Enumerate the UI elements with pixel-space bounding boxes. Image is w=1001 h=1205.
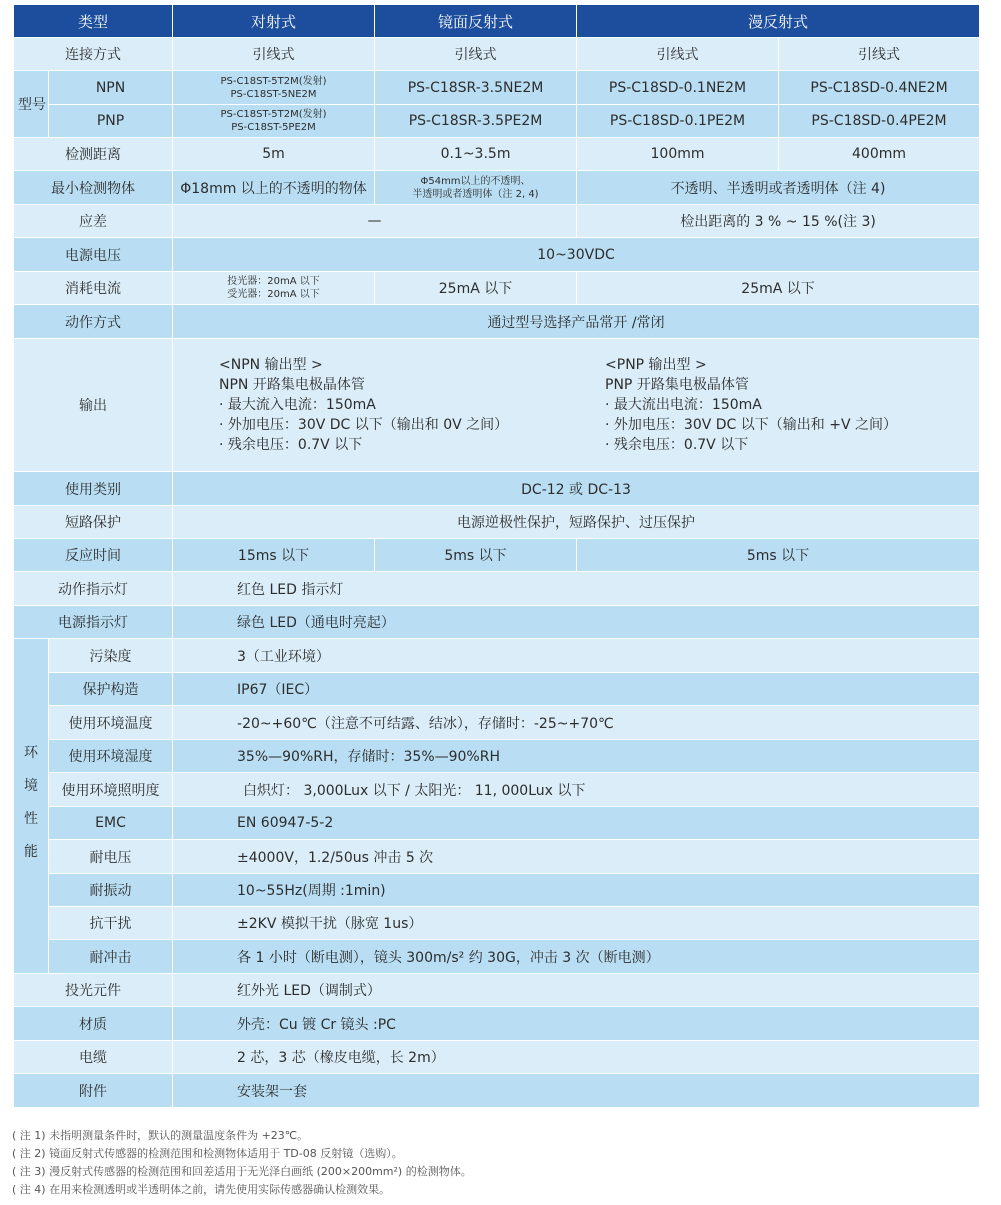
current-label: 消耗电流 [14,272,173,305]
env-label: 使用环境湿度 [49,740,173,773]
model-label: 型号 [14,71,49,138]
response-time-value: 15ms 以下 [173,539,375,572]
through-beam-header: 对射式 [173,5,375,38]
min-object-through-beam: Φ18mm 以上的不透明的物体 [173,171,375,205]
distance-value: 400mm [779,138,980,171]
short-protection-value: 电源逆极性保护，短路保护、过压保护 [173,506,980,539]
connection-row [14,38,980,71]
footnote: ( 注 1) 未指明测量条件时，默认的测量温度条件为 +23℃。 [12,1129,309,1142]
response-time-row [14,539,980,572]
connection-label: 连接方式 [14,38,173,71]
model-npn-row [14,71,980,105]
pnp-diffuse-model: PS-C18SD-0.4PE2M [779,105,980,138]
env-label: 使用环境温度 [49,706,173,740]
env-label: 抗干扰 [49,907,173,940]
power-indicator-value: 绿色 LED（通电时亮起） [173,606,980,639]
connection-value: 引线式 [375,38,577,71]
connection-value: 引线式 [779,38,980,71]
hysteresis-diffuse: 检出距离的 3 % ~ 15 %(注 3) [577,205,980,238]
env-label: 耐电压 [49,840,173,874]
env-row [14,874,980,907]
voltage-value: 10~30VDC [173,238,980,272]
npn-through-beam-model: PS-C18ST-5T2M(发射) PS-C18ST-5NE2M [173,71,375,105]
min-object-label: 最小检测物体 [14,171,173,205]
env-value: 白炽灯： 3,000Lux 以下 / 太阳光： 11, 000Lux 以下 [173,773,980,807]
accessory-row [14,1074,980,1108]
distance-value: 0.1~3.5m [375,138,577,171]
min-object-row [14,171,980,205]
diffuse-header: 漫反射式 [577,5,980,38]
env-value: 3（工业环境） [173,639,980,673]
env-value: ±4000V，1.2/50us 冲击 5 次 [173,840,980,874]
env-label: 耐振动 [49,874,173,907]
light-source-row [14,974,980,1007]
response-time-value: 5ms 以下 [375,539,577,572]
accessory-value: 安装架一套 [173,1074,980,1108]
operation-value: 通过型号选择产品常开 /常闭 [173,305,980,339]
distance-value: 5m [173,138,375,171]
footnote: ( 注 2) 镜面反射式传感器的检测范围和检测物体适用于 TD-08 反射镜（选购）。 [12,1147,403,1160]
short-protection-label: 短路保护 [14,506,173,539]
env-label: 使用环境照明度 [49,773,173,807]
current-retro: 25mA 以下 [375,272,577,305]
action-indicator-value: 红色 LED 指示灯 [173,572,980,606]
connection-value: 引线式 [577,38,779,71]
cable-row [14,1041,980,1074]
usage-category-label: 使用类别 [14,472,173,506]
pnp-through-beam-model: PS-C18ST-5T2M(发射) PS-C18ST-5PE2M [173,105,375,138]
env-row [14,907,980,940]
env-label: EMC [49,807,173,840]
spec-table [13,4,980,1108]
response-time-label: 反应时间 [14,539,173,572]
environment-group-label: 环 境 性 能 [14,639,49,974]
current-diffuse: 25mA 以下 [577,272,980,305]
short-protection-row [14,506,980,539]
output-label: 输出 [14,339,173,472]
env-label: 污染度 [49,639,173,673]
npn-diffuse-model: PS-C18SD-0.4NE2M [779,71,980,105]
output-value [173,339,980,472]
accessory-label: 附件 [14,1074,173,1108]
pnp-output-block: <PNP 输出型 > PNP 开路集电极晶体管 · 最大流出电流：150mA · 外加电压：30V DC 以下（输出和 +V 之间） · 残余电压：0.7V 以下 [605,357,897,453]
env-value: IP67（IEC） [173,673,980,706]
min-object-diffuse: 不透明、半透明或者透明体（注 4) [577,171,980,205]
cable-value: 2 芯，3 芯（橡皮电缆，长 2m） [173,1041,980,1074]
header-row [14,5,980,38]
env-value: ±2KV 模拟干扰（脉宽 1us） [173,907,980,940]
env-value: 10~55Hz(周期 :1min) [173,874,980,907]
pnp-label: PNP [49,105,173,138]
distance-value: 100mm [577,138,779,171]
env-row [14,740,980,773]
env-row [14,706,980,740]
operation-label: 动作方式 [14,305,173,339]
cable-label: 电缆 [14,1041,173,1074]
env-row [14,940,980,974]
env-row [14,840,980,874]
env-value: EN 60947-5-2 [173,807,980,840]
distance-row [14,138,980,171]
env-row [14,639,980,673]
env-row [14,807,980,840]
output-row [14,339,980,472]
env-value: 各 1 小时（断电测），镜头 300m/s² 约 30G，冲击 3 次（断电测） [173,940,980,974]
response-time-value: 5ms 以下 [577,539,980,572]
operation-row [14,305,980,339]
footnote: ( 注 3) 漫反射式传感器的检测范围和回差适用于无光泽白画纸 (200×200mm²) 的检测物体。 [12,1165,472,1178]
material-value: 外壳：Cu 镀 Cr 镜头 :PC [173,1007,980,1041]
distance-label: 检测距离 [14,138,173,171]
hysteresis-row [14,205,980,238]
env-value: -20~+60℃（注意不可结露、结冰），存储时：-25~+70℃ [173,706,980,740]
light-source-value: 红外光 LED（调制式） [173,974,980,1007]
usage-category-value: DC-12 或 DC-13 [173,472,980,506]
hysteresis-label: 应差 [14,205,173,238]
env-label: 耐冲击 [49,940,173,974]
light-source-label: 投光元件 [14,974,173,1007]
env-value: 35%—90%RH，存储时：35%—90%RH [173,740,980,773]
material-label: 材质 [14,1007,173,1041]
current-row [14,272,980,305]
power-indicator-label: 电源指示灯 [14,606,173,639]
usage-category-row [14,472,980,506]
voltage-label: 电源电压 [14,238,173,272]
current-through-beam: 投光器：20mA 以下 受光器：20mA 以下 [173,272,375,305]
model-pnp-row [14,105,980,138]
pnp-retro-model: PS-C18SR-3.5PE2M [375,105,577,138]
voltage-row [14,238,980,272]
hysteresis-tb-retro: — [173,205,577,238]
npn-label: NPN [49,71,173,105]
npn-output-block: <NPN 输出型 > NPN 开路集电极晶体管 · 最大流入电流：150mA · 外加电压：30V DC 以下（输出和 0V 之间） · 残余电压：0.7V 以下 [219,357,509,453]
env-row [14,773,980,807]
env-row [14,673,980,706]
env-label: 保护构造 [49,673,173,706]
type-header: 类型 [14,5,173,38]
action-indicator-row [14,572,980,606]
footnote: ( 注 4) 在用来检测透明或半透明体之前，请先使用实际传感器确认检测效果。 [12,1183,391,1196]
connection-value: 引线式 [173,38,375,71]
pnp-diffuse-model: PS-C18SD-0.1PE2M [577,105,779,138]
npn-diffuse-model: PS-C18SD-0.1NE2M [577,71,779,105]
material-row [14,1007,980,1041]
npn-retro-model: PS-C18SR-3.5NE2M [375,71,577,105]
min-object-retro: Φ54mm以上的不透明、 半透明或者透明体（注 2, 4) [375,171,577,205]
power-indicator-row [14,606,980,639]
footnotes [12,1127,472,1199]
retro-reflective-header: 镜面反射式 [375,5,577,38]
action-indicator-label: 动作指示灯 [14,572,173,606]
